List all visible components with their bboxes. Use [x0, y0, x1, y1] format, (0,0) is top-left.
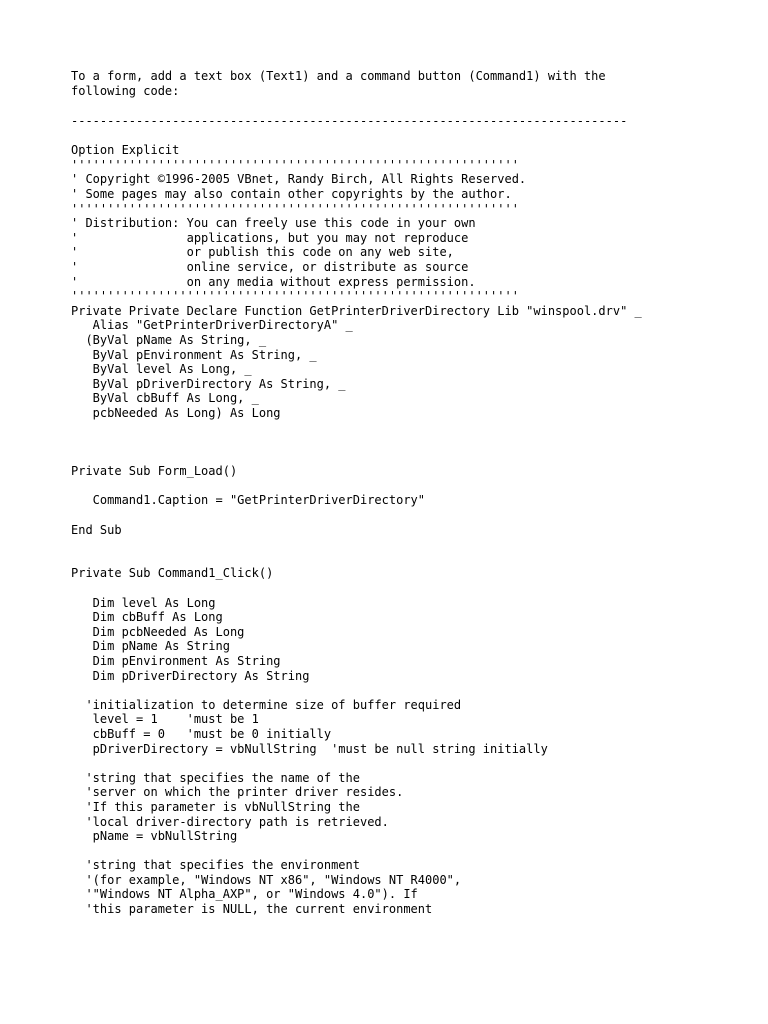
code-line: Dim pEnvironment As String — [71, 653, 281, 668]
code-line: 'initialization to determine size of buffer required — [71, 697, 462, 712]
intro-line: To a form, add a text box (Text1) and a command button (Command1) with the — [71, 69, 606, 83]
code-line: 'local driver-directory path is retrieved. — [71, 814, 389, 829]
code-line: Private Sub Form_Load() — [71, 464, 238, 479]
code-line: ' on any media without express permission. — [71, 274, 476, 289]
code-line: Dim cbBuff As Long — [71, 610, 223, 625]
code-line: cbBuff = 0 'must be 0 initially — [71, 726, 332, 741]
code-line: ' Copyright ©1996-2005 VBnet, Randy Birch, All Rights Reserved. — [71, 172, 527, 187]
code-line: '"Windows NT Alpha_AXP", or "Windows 4.0"). If — [71, 887, 418, 902]
code-line: '(for example, "Windows NT x86", "Windows NT R4000", — [71, 872, 462, 887]
code-line: 'this parameter is NULL, the current environment — [71, 902, 433, 917]
code-line: 'server on which the printer driver resides. — [71, 785, 404, 800]
code-line: Command1.Caption = "GetPrinterDriverDirectory" — [71, 493, 426, 508]
code-line: Private Private Declare Function GetPrinterDriverDirectory Lib "winspool.drv" _ — [71, 303, 642, 318]
code-line: ByVal pDriverDirectory As String, _ — [71, 376, 346, 391]
code-line: Alias "GetPrinterDriverDirectoryA" _ — [71, 318, 353, 333]
code-line: pName = vbNullString — [71, 829, 238, 844]
code-line: Option Explicit — [71, 143, 180, 158]
code-line: ByVal pEnvironment As String, _ — [71, 347, 317, 362]
code-line: '''''''''''''''''''''''''''''''''''''''''''''''''''''''''''''' — [71, 289, 519, 304]
code-line: Dim level As Long — [71, 595, 216, 610]
code-line: pDriverDirectory = vbNullString 'must be null string initially — [71, 741, 548, 756]
code-line: Dim pName As String — [71, 639, 230, 654]
code-line: (ByVal pName As String, _ — [71, 332, 267, 347]
code-line: ' online service, or distribute as source — [71, 259, 469, 274]
code-line: Dim pDriverDirectory As String — [71, 668, 310, 683]
code-line: 'If this parameter is vbNullString the — [71, 799, 360, 814]
code-line: End Sub — [71, 522, 122, 537]
code-line: ' or publish this code on any web site, — [71, 245, 454, 260]
intro-line: following code: — [71, 83, 180, 98]
code-line: ByVal level As Long, _ — [71, 362, 252, 377]
code-line: ByVal cbBuff As Long, _ — [71, 391, 259, 406]
code-line: 'string that specifies the environment — [71, 858, 360, 873]
code-line: ' applications, but you may not reproduce — [71, 230, 469, 245]
code-line: Dim pcbNeeded As Long — [71, 624, 245, 639]
code-line: 'string that specifies the name of the — [71, 770, 360, 785]
intro-paragraph — [71, 69, 606, 98]
code-line: ----------------------------------------------------------------------------- — [71, 114, 628, 128]
code-line: '''''''''''''''''''''''''''''''''''''''''''''''''''''''''''''' — [71, 157, 519, 172]
code-line: ' Distribution: You can freely use this code in your own — [71, 216, 476, 231]
code-line: Private Sub Command1_Click() — [71, 566, 274, 581]
code-line: level = 1 'must be 1 — [71, 712, 259, 727]
code-listing — [71, 114, 642, 917]
code-line: pcbNeeded As Long) As Long — [71, 405, 281, 420]
code-line: '''''''''''''''''''''''''''''''''''''''''''''''''''''''''''''' — [71, 201, 519, 216]
code-line: ' Some pages may also contain other copyrights by the author. — [71, 186, 512, 201]
